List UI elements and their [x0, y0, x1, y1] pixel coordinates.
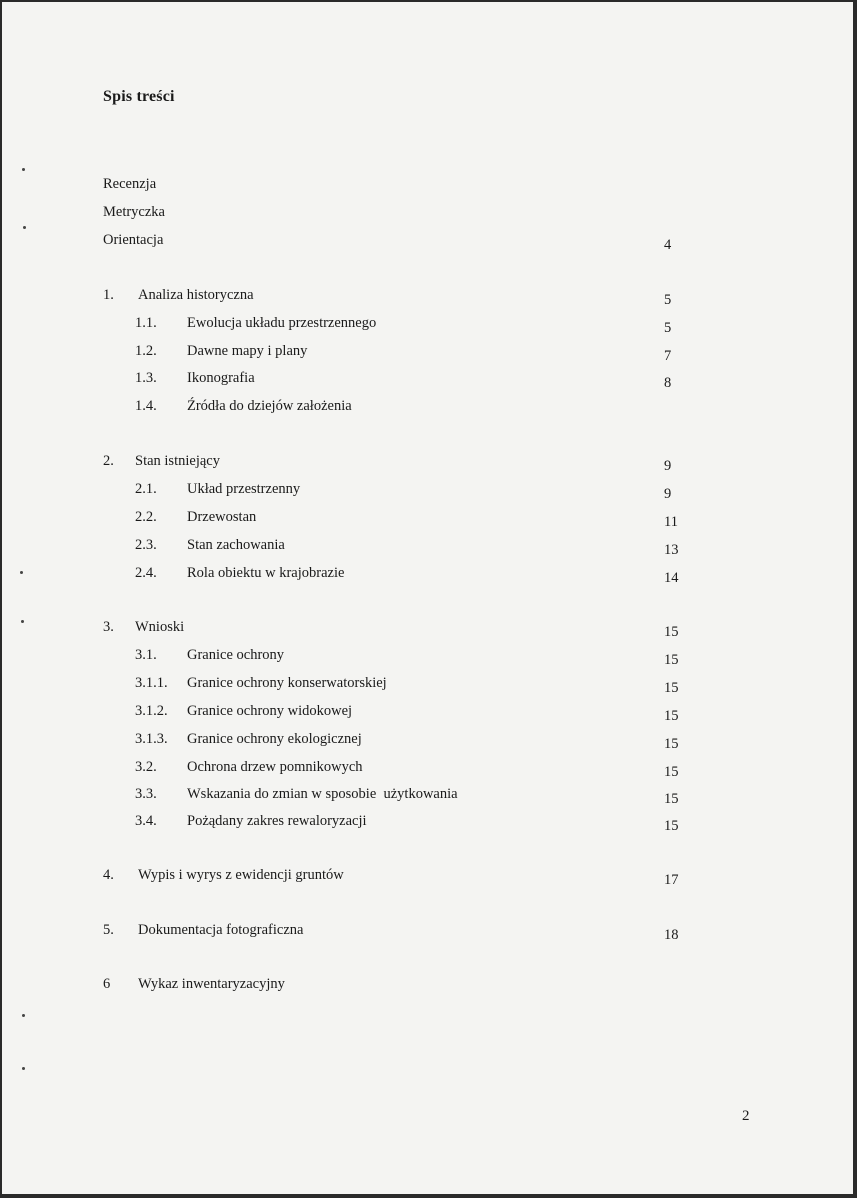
toc-subentry [2, 396, 853, 416]
toc-subentry [2, 757, 853, 780]
toc-section-page: 18 [664, 927, 679, 943]
toc-subentry [2, 784, 853, 807]
toc-section-4 [2, 865, 853, 888]
toc-subentry-page: 15 [664, 652, 679, 668]
toc-section-number: 5. [103, 922, 114, 938]
toc-subentry-number: 1.2. [135, 343, 157, 359]
toc-subentry-page: 8 [664, 375, 672, 391]
toc-subentry-page: 15 [664, 708, 679, 724]
toc-subentry-number: 3.2. [135, 759, 157, 775]
page-title: Spis treści [103, 88, 175, 105]
toc-entry-orientacja [2, 230, 853, 253]
toc-subentry-label: Ochrona drzew pomnikowych [187, 759, 363, 775]
toc-subentry-number: 1.3. [135, 370, 157, 386]
toc-subentry [2, 535, 853, 558]
toc-subentry-number: 1.4. [135, 398, 157, 414]
toc-subentry-number: 3.1.2. [135, 703, 168, 719]
toc-subentry-label: Ikonografia [187, 370, 255, 386]
toc-subentry-page: 7 [664, 348, 672, 364]
toc-subentry-page: 14 [664, 570, 679, 586]
toc-subentry [2, 673, 853, 696]
toc-section-label: Stan istniejący [135, 453, 220, 469]
toc-section-label: Dokumentacja fotograficzna [138, 922, 304, 938]
scan-speck [20, 571, 23, 574]
toc-subentry [2, 507, 853, 530]
toc-subentry-number: 3.1.3. [135, 731, 168, 747]
toc-section-label: Wypis i wyrys z ewidencji gruntów [138, 867, 344, 883]
toc-subentry [2, 479, 853, 502]
toc-subentry-page: 15 [664, 764, 679, 780]
page-number: 2 [742, 1108, 750, 1124]
toc-section-1 [2, 285, 853, 308]
toc-subentry-page: 9 [664, 486, 672, 502]
toc-subentry-page: 15 [664, 791, 679, 807]
toc-subentry-page: 15 [664, 680, 679, 696]
toc-subentry [2, 341, 853, 364]
toc-subentry-label: Stan zachowania [187, 537, 285, 553]
toc-subentry-label: Granice ochrony konserwatorskiej [187, 675, 387, 691]
toc-section-number: 3. [103, 619, 114, 635]
toc-section-number: 2. [103, 453, 114, 469]
toc-subentry-page: 15 [664, 736, 679, 752]
toc-section-2 [2, 451, 853, 474]
toc-subentry-page: 15 [664, 818, 679, 834]
toc-subentry [2, 368, 853, 391]
toc-entry-page: 4 [664, 237, 672, 253]
toc-section-label: Wnioski [135, 619, 185, 635]
toc-subentry-number: 3.3. [135, 786, 157, 802]
toc-subentry-label: Ewolucja układu przestrzennego [187, 315, 377, 331]
toc-subentry-page: 13 [664, 542, 679, 558]
toc-section-number: 1. [103, 287, 114, 303]
toc-section-5 [2, 920, 853, 943]
toc-subentry-label: Układ przestrzenny [187, 481, 301, 497]
toc-subentry-number: 2.1. [135, 481, 157, 497]
toc-section-label: Wykaz inwentaryzacyjny [138, 976, 285, 992]
toc-subentry-number: 2.3. [135, 537, 157, 553]
document-page [2, 2, 853, 1194]
toc-entry-metryczka [2, 202, 853, 222]
toc-entry-label: Recenzja [103, 176, 157, 192]
toc-subentry-page: 5 [664, 320, 672, 336]
scan-speck [21, 620, 24, 623]
scan-speck [22, 1014, 25, 1017]
scan-speck [22, 168, 25, 171]
toc-entry-label: Metryczka [103, 204, 165, 220]
toc-section-page: 5 [664, 292, 672, 308]
toc-subentry [2, 563, 853, 586]
toc-section-3 [2, 617, 853, 640]
toc-subentry-label: Źródła do dziejów założenia [187, 398, 352, 414]
toc-subentry [2, 645, 853, 668]
toc-subentry-label: Dawne mapy i plany [187, 343, 308, 359]
scan-speck [23, 226, 26, 229]
toc-subentry-number: 3.4. [135, 813, 157, 829]
toc-subentry-number: 2.2. [135, 509, 157, 525]
toc-subentry-number: 2.4. [135, 565, 157, 581]
toc-subentry-label: Pożądany zakres rewaloryzacji [187, 813, 367, 829]
toc-section-page: 17 [664, 872, 679, 888]
toc-subentry-label: Granice ochrony ekologicznej [187, 731, 362, 747]
toc-subentry-label: Drzewostan [187, 509, 257, 525]
toc-subentry-label: Wskazania do zmian w sposobie użytkowania [187, 786, 458, 802]
toc-subentry-label: Rola obiektu w krajobrazie [187, 565, 345, 581]
toc-subentry-label: Granice ochrony widokowej [187, 703, 353, 719]
toc-section-label: Analiza historyczna [138, 287, 254, 303]
toc-subentry-label: Granice ochrony [187, 647, 285, 663]
toc-subentry-page: 11 [664, 514, 678, 530]
toc-section-number: 4. [103, 867, 114, 883]
toc-subentry [2, 701, 853, 724]
toc-section-page: 9 [664, 458, 672, 474]
toc-entry-recenzja [2, 174, 853, 194]
scan-speck [22, 1067, 25, 1070]
toc-section-number: 6 [103, 976, 111, 992]
toc-subentry-number: 3.1.1. [135, 675, 168, 691]
toc-subentry-number: 3.1. [135, 647, 157, 663]
toc-subentry [2, 313, 853, 336]
toc-subentry [2, 729, 853, 752]
toc-section-page: 15 [664, 624, 679, 640]
toc-section-6 [2, 974, 853, 994]
toc-subentry-number: 1.1. [135, 315, 157, 331]
toc-subentry [2, 811, 853, 834]
toc-entry-label: Orientacja [103, 232, 164, 248]
